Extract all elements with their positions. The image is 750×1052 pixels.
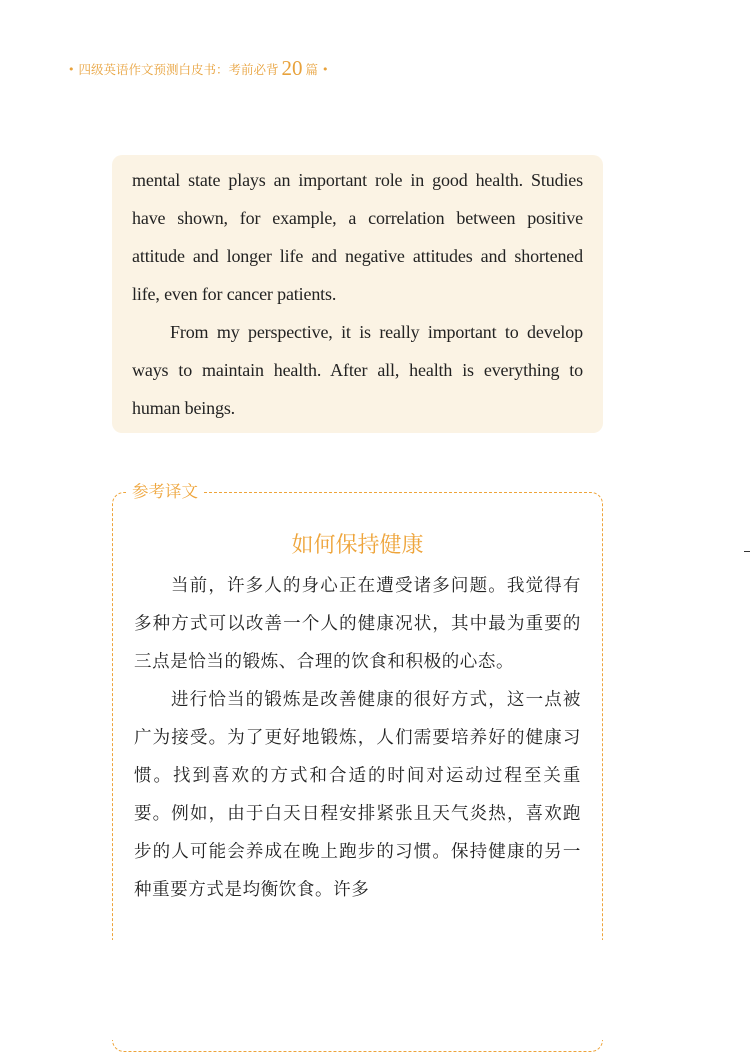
translation-title: 如何保持健康	[291, 533, 424, 558]
page-crop-mask	[100, 940, 620, 1040]
header-bullet-left: •	[68, 62, 75, 76]
header-title: 四级英语作文预测白皮书：考前必背	[78, 62, 279, 77]
translation-paragraph-2: 进行恰当的锻炼是改善健康的很好方式，这一点被广为接受。为了更好地锻炼，人们需要培养好的健康习惯。找到喜欢的方式和合适的时间对运动过程至关重要。例如，由于白天日程安排紧张且天气炎热，喜欢跑步的人可能会养成在晚上跑步的习惯。保持健康的另一种重要方式是均衡饮食。许多	[134, 690, 581, 900]
translation-label: 参考译文	[126, 481, 204, 503]
english-passage-box	[112, 155, 603, 433]
running-header	[68, 56, 329, 82]
translation-body	[134, 567, 581, 939]
english-paragraph-2: From my perspective, it is really important to develop ways to maintain health. After all, health is everything to human beings.	[132, 322, 583, 418]
translation-paragraph-1: 当前，许多人的身心正在遭受诸多问题。我觉得有多种方式可以改善一个人的健康况状，其中最为重要的三点是恰当的锻炼、合理的饮食和积极的心态。	[134, 576, 581, 672]
header-bullet-right: •	[322, 62, 329, 76]
page-edge-mark	[744, 551, 750, 552]
header-number: 20	[281, 55, 303, 80]
header-title-suffix: 篇	[305, 62, 319, 77]
english-paragraph-1: mental state plays an important role in good health. Studies have shown, for example, a correlation between positive attitude and longer life and negative attitudes and shortened life, even for cancer patients.	[132, 170, 583, 304]
